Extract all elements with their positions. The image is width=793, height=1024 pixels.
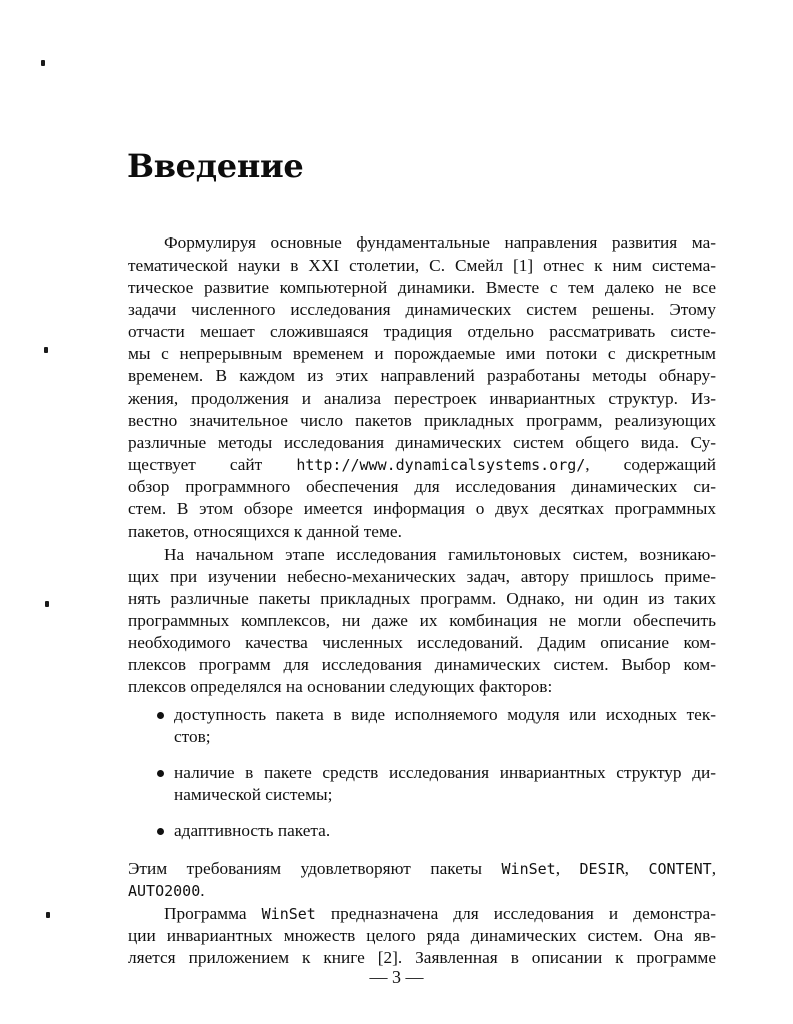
paragraph-line: пакетов, относящихся к данной теме. [128,522,402,541]
margin-mark [46,912,50,918]
paragraph-line: нять различные пакеты прикладных программ. Однако, ни один из таких [128,589,716,608]
paragraph-line: отчасти мешает сложившаяся традиция отдельно рассматривать систе- [128,322,716,341]
paragraph-line [128,858,716,880]
paragraph-line: ляется приложением к книге [2]. Заявленная в описании к программе [128,948,716,967]
line-text: Этим требованиям удовлетворяют пакеты [128,859,483,878]
bullet-icon [157,770,164,777]
paragraph-line: стем. В этом обзоре имеется информация о двух десятках программных [128,499,716,518]
line-text: Программа [164,904,247,923]
paragraph-line: тическое развитие компьютерной динамики. Вместе с тем далеко не все [128,278,716,297]
package-name: CONTENT [648,860,712,878]
paragraph-line: вестно значительное число пакетов прикладных программ, реализующих [128,411,716,430]
paragraph-line: мы с непрерывным временем и порождаемые ими потоки с дискретным [128,344,716,363]
page-number: — 3 — [369,967,424,987]
package-name: AUTO2000 [128,882,201,900]
paragraph-line: Формулируя основные фундаментальные направления развития ма- [164,233,716,252]
list-item-line: намической системы; [174,785,333,804]
paragraph-line: обзор программного обеспечения для исследования динамических си- [128,477,716,496]
line-text: предназначена для исследования и демонстра- [330,904,716,923]
paragraph-line: тематической науки в XXI столетии, С. Смейл [1] отнес к ним система- [128,256,716,275]
list-item-line: стов; [174,727,211,746]
list-item-line: наличие в пакете средств исследования инвариантных структур ди- [174,763,716,782]
paragraph-line: задачи численного исследования динамических систем решены. Этому [128,300,716,319]
margin-mark [44,347,48,353]
package-name: WinSet [501,860,556,878]
paragraph-line: необходимого качества численных исследований. Дадим описание ком- [128,633,716,652]
margin-mark [41,60,45,66]
separator: , [555,859,580,878]
chapter-title: Введение [127,147,304,185]
paragraph-line: жения, продолжения и анализа перестроек инвариантных структур. Из- [128,389,716,408]
margin-mark [45,601,49,607]
separator: , [711,859,716,878]
line-text: ществует сайт [128,455,263,474]
paragraph-line: щих при изучении небесно-механических задач, автору пришлось приме- [128,567,716,586]
paragraph-line-with-url [128,454,716,476]
paragraph-line: различные методы исследования динамических систем общего вида. Су- [128,433,716,452]
paragraph-line [128,880,716,902]
list-item-line: адаптивность пакета. [174,821,331,840]
bullet-icon [157,712,164,719]
paragraph-line: программных комплексов, ни даже их комбинация не могли обеспечить [128,611,716,630]
line-text: , содержащий [585,455,716,474]
list-item-line: доступность пакета в виде исполняемого модуля или исходных тек- [174,705,716,724]
paragraph-line: плексов определялся на основании следующих факторов: [128,677,553,696]
paragraph-line: временем. В каждом из этих направлений разработаны методы обнару- [128,366,716,385]
paragraph-line: ции инвариантных множеств целого ряда динамических систем. Она яв- [128,926,716,945]
paragraph-line [164,903,716,925]
paragraph-line: На начальном этапе исследования гамильтоновых систем, возникаю- [164,545,716,564]
bullet-icon [157,828,164,835]
paragraph-line: плексов программ для исследования динамических систем. Выбор ком- [128,655,716,674]
package-name: DESIR [579,860,625,878]
period: . [200,881,205,900]
package-name: WinSet [261,905,316,923]
website-url: http://www.dynamicalsystems.org/ [296,456,586,474]
separator: , [624,859,649,878]
